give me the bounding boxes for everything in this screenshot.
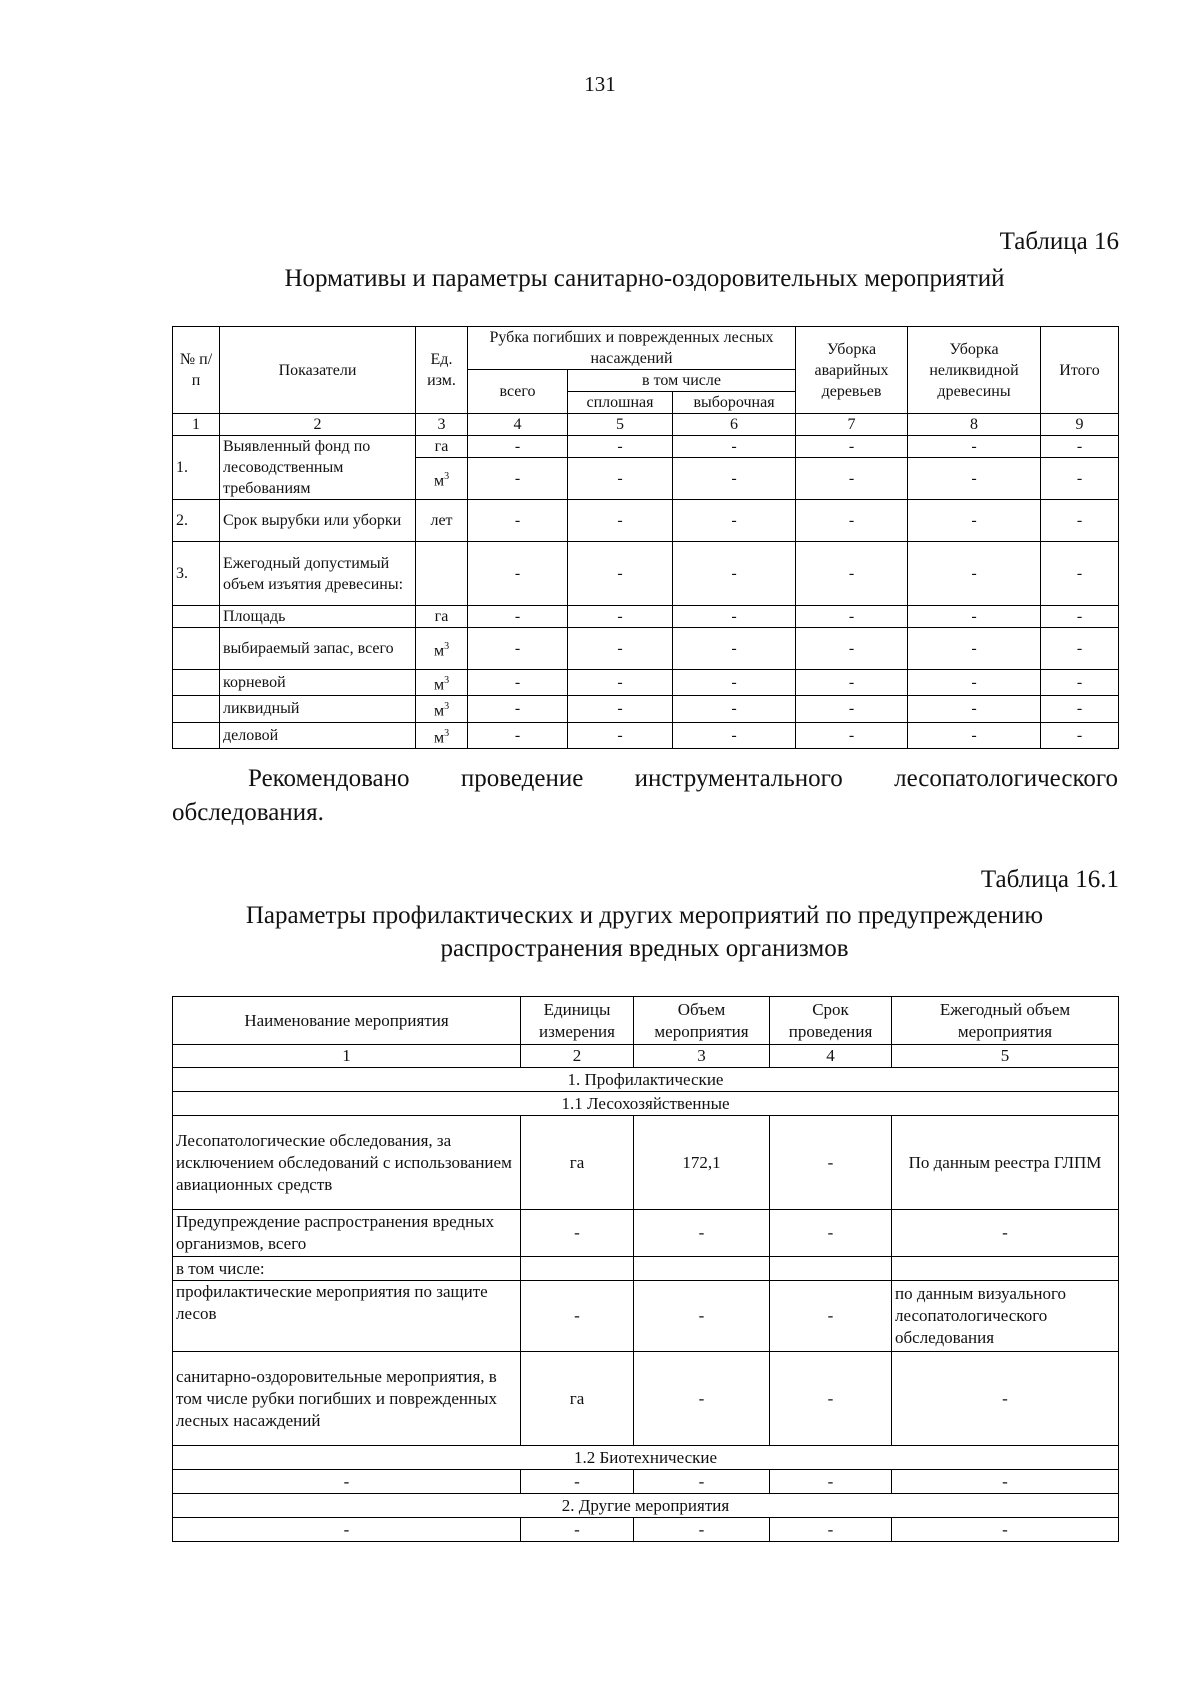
table-row bbox=[173, 670, 1119, 696]
cell: - bbox=[908, 436, 1041, 458]
row-num bbox=[173, 628, 220, 670]
row-label: Выявленный фонд по лесоводственным требованиям bbox=[220, 436, 416, 500]
cell: - bbox=[673, 500, 796, 542]
cell: - bbox=[173, 1518, 521, 1542]
row-unit bbox=[416, 542, 468, 606]
cell: - bbox=[770, 1518, 892, 1542]
cell: - bbox=[908, 696, 1041, 722]
section-heading: 1.2 Биотехнические bbox=[173, 1446, 1119, 1470]
col-num: 5 bbox=[892, 1045, 1119, 1068]
cell bbox=[770, 1257, 892, 1281]
row-num: 1. bbox=[173, 436, 220, 500]
cell: - bbox=[468, 722, 568, 748]
row-label: Ежегодный допустимый объем изъятия древесины: bbox=[220, 542, 416, 606]
table-row bbox=[173, 436, 1119, 458]
cell: 172,1 bbox=[634, 1116, 770, 1210]
cell: - bbox=[568, 458, 673, 500]
cell: - bbox=[568, 500, 673, 542]
table-row bbox=[173, 1116, 1119, 1210]
table-row bbox=[173, 1470, 1119, 1494]
row-num bbox=[173, 670, 220, 696]
col-num: 8 bbox=[908, 414, 1041, 436]
row-unit: $м^3$ bbox=[416, 628, 468, 670]
row-num: 2. bbox=[173, 500, 220, 542]
row-name: в том числе: bbox=[173, 1257, 521, 1281]
cell: - bbox=[468, 458, 568, 500]
row-unit: $м^3$ bbox=[416, 670, 468, 696]
cell: - bbox=[770, 1116, 892, 1210]
header-term: Срок проведения bbox=[770, 997, 892, 1045]
cell bbox=[892, 1257, 1119, 1281]
cell: - bbox=[1041, 542, 1119, 606]
row-label: выбираемый запас, всего bbox=[220, 628, 416, 670]
cell: - bbox=[173, 1470, 521, 1494]
cell: - bbox=[908, 500, 1041, 542]
cell: - bbox=[468, 696, 568, 722]
row-label: Срок вырубки или уборки bbox=[220, 500, 416, 542]
cell: - bbox=[1041, 628, 1119, 670]
cell: - bbox=[521, 1210, 634, 1257]
cell: - bbox=[634, 1281, 770, 1352]
col-num: 5 bbox=[568, 414, 673, 436]
cell: - bbox=[770, 1281, 892, 1352]
header-name: Наименование мероприятия bbox=[173, 997, 521, 1045]
cell: - bbox=[796, 458, 908, 500]
table-row bbox=[173, 696, 1119, 722]
cell: - bbox=[796, 628, 908, 670]
row-label: деловой bbox=[220, 722, 416, 748]
cell: - bbox=[908, 722, 1041, 748]
header-unit: Единицы измерения bbox=[521, 997, 634, 1045]
header-unit: Ед. изм. bbox=[416, 327, 468, 414]
table-row bbox=[173, 1210, 1119, 1257]
col-num: 1 bbox=[173, 1045, 521, 1068]
cell: га bbox=[521, 1116, 634, 1210]
row-unit: га bbox=[416, 436, 468, 458]
cell: - bbox=[634, 1518, 770, 1542]
cell: - bbox=[892, 1210, 1119, 1257]
column-numbers-row bbox=[173, 414, 1119, 436]
cell: - bbox=[1041, 606, 1119, 628]
table-row bbox=[173, 628, 1119, 670]
header-selective: выборочная bbox=[673, 392, 796, 414]
cell: - bbox=[770, 1352, 892, 1446]
header-indicator: Показатели bbox=[220, 327, 416, 414]
row-unit: $м^3$ bbox=[416, 722, 468, 748]
table-row bbox=[173, 1518, 1119, 1542]
cell: - bbox=[673, 722, 796, 748]
cell: - bbox=[468, 670, 568, 696]
table-row bbox=[173, 500, 1119, 542]
cell: - bbox=[908, 458, 1041, 500]
col-num: 7 bbox=[796, 414, 908, 436]
cell: - bbox=[796, 670, 908, 696]
cell: - bbox=[770, 1470, 892, 1494]
cell: - bbox=[468, 628, 568, 670]
col-num: 2 bbox=[521, 1045, 634, 1068]
col-num: 1 bbox=[173, 414, 220, 436]
table161-title-line2: распространения вредных организмов bbox=[440, 935, 849, 962]
row-unit: лет bbox=[416, 500, 468, 542]
cell: - bbox=[521, 1470, 634, 1494]
table-row bbox=[173, 722, 1119, 748]
cell: - bbox=[908, 606, 1041, 628]
header-annual: Ежегодный объем мероприятия bbox=[892, 997, 1119, 1045]
col-num: 9 bbox=[1041, 414, 1119, 436]
cell: - bbox=[908, 670, 1041, 696]
cell: - bbox=[568, 542, 673, 606]
cell: - bbox=[568, 628, 673, 670]
cell: - bbox=[1041, 722, 1119, 748]
section-heading: 1. Профилактические bbox=[173, 1068, 1119, 1092]
cell: - bbox=[796, 722, 908, 748]
cell: - bbox=[673, 436, 796, 458]
table161 bbox=[172, 996, 1119, 1542]
cell bbox=[521, 1257, 634, 1281]
cell: - bbox=[673, 628, 796, 670]
header-total: Итого bbox=[1041, 327, 1119, 414]
row-unit: $м^3$ bbox=[416, 696, 468, 722]
table-row bbox=[173, 606, 1119, 628]
cell: - bbox=[568, 606, 673, 628]
header-num: № п/п bbox=[173, 327, 220, 414]
header-volume: Объем мероприятия bbox=[634, 997, 770, 1045]
row-name: Предупреждение распространения вредных организмов, всего bbox=[173, 1210, 521, 1257]
row-unit: га bbox=[416, 606, 468, 628]
cell: - bbox=[892, 1352, 1119, 1446]
table16-title: Нормативы и параметры санитарно-оздоровительных мероприятий bbox=[284, 265, 1005, 292]
table-row bbox=[173, 1257, 1119, 1281]
cell: - bbox=[796, 542, 908, 606]
cell: - bbox=[673, 670, 796, 696]
cell: - bbox=[568, 436, 673, 458]
cell: - bbox=[568, 696, 673, 722]
cell: - bbox=[568, 722, 673, 748]
section-heading: 2. Другие мероприятия bbox=[173, 1494, 1119, 1518]
header-total-all: всего bbox=[468, 370, 568, 414]
row-label: ликвидный bbox=[220, 696, 416, 722]
cell: - bbox=[1041, 670, 1119, 696]
header-emergency: Уборка аварийных деревьев bbox=[796, 327, 908, 414]
cell: - bbox=[634, 1352, 770, 1446]
table161-label: Таблица 16.1 bbox=[980, 866, 1119, 893]
row-name: санитарно-оздоровительные мероприятия, в том числе рубки погибших и поврежденных лесных насаждений bbox=[173, 1352, 521, 1446]
table16-label: Таблица 16 bbox=[999, 228, 1119, 255]
cell: - bbox=[521, 1281, 634, 1352]
table-row bbox=[173, 542, 1119, 606]
header-clear: сплошная bbox=[568, 392, 673, 414]
cell: - bbox=[1041, 436, 1119, 458]
col-num: 2 bbox=[220, 414, 416, 436]
cell: - bbox=[634, 1210, 770, 1257]
recommendation-paragraph: Рекомендовано проведение инструментального лесопатологического обследования. bbox=[172, 765, 1118, 826]
col-num: 4 bbox=[770, 1045, 892, 1068]
cell bbox=[634, 1257, 770, 1281]
row-num bbox=[173, 722, 220, 748]
col-num: 3 bbox=[416, 414, 468, 436]
col-num: 6 bbox=[673, 414, 796, 436]
cell: - bbox=[673, 696, 796, 722]
header-illiquid: Уборка неликвидной древесины bbox=[908, 327, 1041, 414]
cell: - bbox=[796, 696, 908, 722]
row-name: профилактические мероприятия по защите лесов bbox=[173, 1281, 521, 1352]
cell: по данным визуального лесопатологического обследования bbox=[892, 1281, 1119, 1352]
table-row bbox=[173, 1352, 1119, 1446]
cell: - bbox=[468, 542, 568, 606]
cell: - bbox=[521, 1518, 634, 1542]
column-numbers-row bbox=[173, 1045, 1119, 1068]
header-felling: Рубка погибших и поврежденных лесных насаждений bbox=[468, 327, 796, 370]
col-num: 4 bbox=[468, 414, 568, 436]
header-including: в том числе bbox=[568, 370, 796, 392]
row-num: 3. bbox=[173, 542, 220, 606]
row-num bbox=[173, 606, 220, 628]
row-unit: $м^3$ bbox=[416, 458, 468, 500]
row-name: Лесопатологические обследования, за исключением обследований с использованием авиационных средств bbox=[173, 1116, 521, 1210]
cell: - bbox=[796, 606, 908, 628]
cell: - bbox=[673, 542, 796, 606]
row-label: корневой bbox=[220, 670, 416, 696]
cell: - bbox=[770, 1210, 892, 1257]
cell: - bbox=[1041, 696, 1119, 722]
cell: - bbox=[468, 606, 568, 628]
cell: - bbox=[468, 436, 568, 458]
table16 bbox=[172, 326, 1119, 749]
row-num bbox=[173, 696, 220, 722]
cell: - bbox=[908, 542, 1041, 606]
cell: - bbox=[796, 500, 908, 542]
cell: - bbox=[468, 500, 568, 542]
cell: - bbox=[1041, 500, 1119, 542]
cell: - bbox=[568, 670, 673, 696]
cell: - bbox=[673, 606, 796, 628]
cell: - bbox=[796, 436, 908, 458]
cell: По данным реестра ГЛПМ bbox=[892, 1116, 1119, 1210]
cell: - bbox=[892, 1470, 1119, 1494]
cell: - bbox=[892, 1518, 1119, 1542]
cell: - bbox=[673, 458, 796, 500]
cell: - bbox=[1041, 458, 1119, 500]
col-num: 3 bbox=[634, 1045, 770, 1068]
cell: - bbox=[634, 1470, 770, 1494]
cell: га bbox=[521, 1352, 634, 1446]
row-label: Площадь bbox=[220, 606, 416, 628]
cell: - bbox=[908, 628, 1041, 670]
page-number: 131 bbox=[584, 72, 616, 96]
section-heading: 1.1 Лесохозяйственные bbox=[173, 1092, 1119, 1116]
table-row bbox=[173, 1281, 1119, 1352]
table161-title-line1: Параметры профилактических и других мероприятий по предупреждению bbox=[245, 902, 1044, 929]
